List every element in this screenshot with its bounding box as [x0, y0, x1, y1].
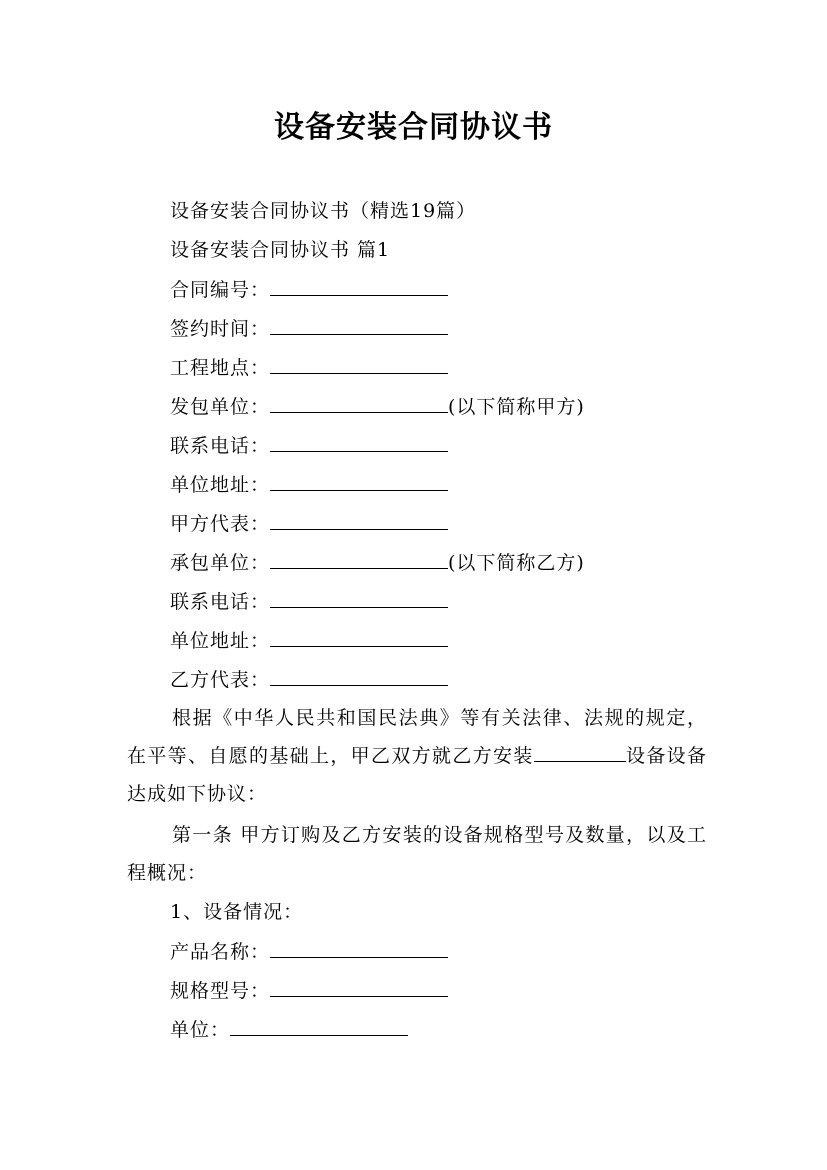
field-label: 签约时间：: [170, 318, 271, 340]
fill-in-blank: [270, 472, 448, 491]
paragraph-article-one: 第一条 甲方订购及乙方安装的设备规格型号及数量，以及工程概况：: [127, 824, 707, 884]
fill-in-blank: [270, 355, 448, 374]
document-subtitle: 设备安装合同协议书（精选19篇）: [170, 200, 477, 222]
item-equipment-status: 1、设备情况：: [170, 901, 304, 923]
field-sign-time: [170, 316, 448, 341]
field-rep-b: [170, 667, 448, 692]
field-label: 产品名称：: [170, 941, 271, 963]
field-label: 单位地址：: [170, 630, 271, 652]
field-label: 单位地址：: [170, 474, 271, 496]
field-employer: [170, 394, 585, 419]
field-model: [170, 978, 448, 1003]
field-address-a: [170, 472, 448, 497]
field-label: 甲方代表：: [170, 513, 271, 535]
field-phone-b: [170, 589, 448, 614]
field-project-location: [170, 355, 448, 380]
field-label: 联系电话：: [170, 435, 271, 457]
field-label: 工程地点：: [170, 357, 271, 379]
field-label: 规格型号：: [170, 980, 271, 1002]
field-product-name: [170, 939, 448, 964]
paragraph-text: 设备设备达成如下协议：: [127, 745, 707, 805]
section-heading: 设备安装合同协议书 篇1: [170, 239, 391, 261]
fill-in-blank: [270, 550, 448, 569]
fill-in-blank: [270, 394, 448, 413]
field-label: 发包单位：: [170, 396, 271, 418]
field-label: 承包单位：: [170, 552, 271, 574]
fill-in-blank: [270, 978, 448, 997]
field-label: 单位：: [170, 1019, 231, 1041]
field-label: 乙方代表：: [170, 669, 271, 691]
field-note: (以下简称甲方): [448, 396, 585, 418]
field-contractor: [170, 550, 585, 575]
paragraph-text: 根据《中华人民共和国民法典》等有关法律、法规的规定，在平等、自愿的基础上，甲乙双方就乙方安装: [127, 707, 707, 767]
fill-in-blank: [270, 939, 448, 958]
fill-in-blank: [270, 277, 448, 296]
fill-in-blank: [270, 433, 448, 452]
field-label: 合同编号：: [170, 279, 271, 301]
field-contract-no: [170, 277, 448, 302]
fill-in-blank: [230, 1017, 408, 1036]
field-rep-a: [170, 511, 448, 536]
fill-in-blank: [270, 316, 448, 335]
field-unit: [170, 1017, 408, 1042]
field-address-b: [170, 628, 448, 653]
fill-in-blank: [270, 667, 448, 686]
field-label: 联系电话：: [170, 591, 271, 613]
field-note: (以下简称乙方): [448, 552, 585, 574]
fill-in-blank: [270, 628, 448, 647]
fill-in-blank: [270, 589, 448, 608]
paragraph-agreement-basis: [127, 699, 707, 813]
fill-in-blank: [534, 743, 626, 762]
field-phone-a: [170, 433, 448, 458]
document-title: 设备安装合同协议书: [274, 110, 553, 145]
fill-in-blank: [270, 511, 448, 530]
